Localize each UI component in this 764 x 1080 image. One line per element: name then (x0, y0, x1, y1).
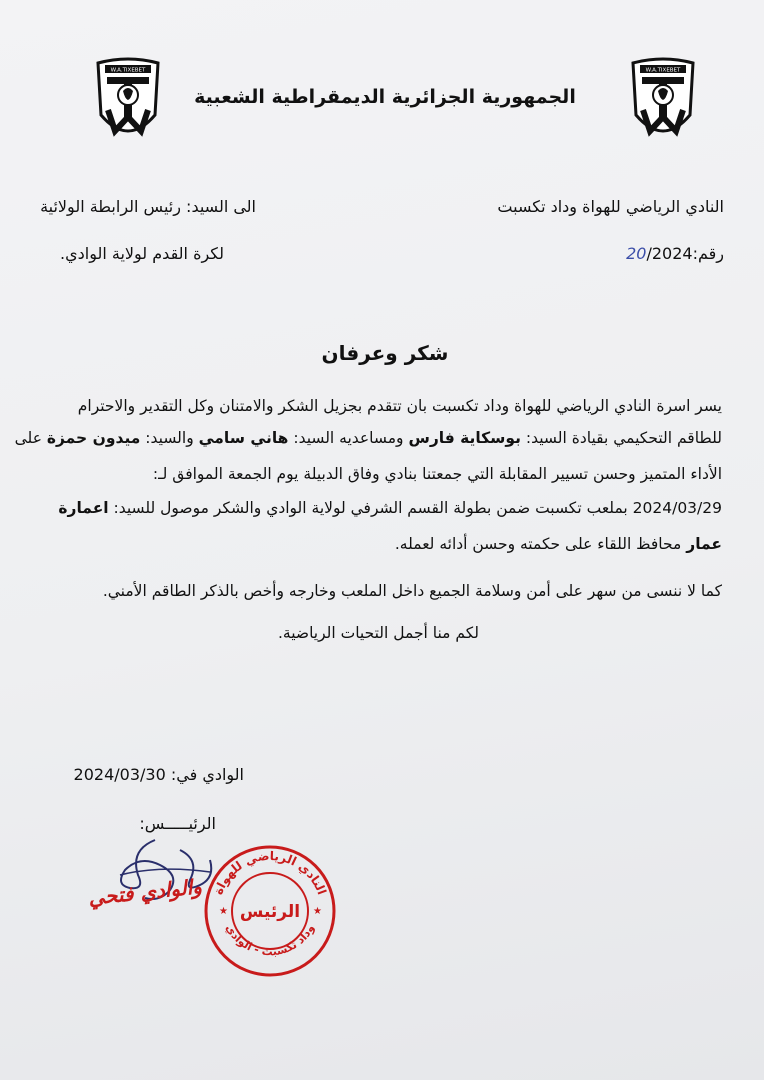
reference-number (626, 244, 724, 263)
place-and-date: الوادي في: 2024/03/30 (73, 765, 244, 784)
reference-label: رقم: (692, 244, 724, 263)
recipient-line-1: الى السيد: رئيس الرابطة الولائية (40, 197, 256, 216)
commissioner-name: اعمارة (58, 499, 109, 517)
commissioner-name: عمار (686, 535, 722, 553)
sender-club-name: النادي الرياضي للهواة وداد تكسبت (497, 197, 724, 216)
assistant-name: هاني سامي (198, 429, 289, 447)
body-text: 2024/03/29 بملعب تكسبت ضمن بطولة القسم الشرفي لولاية الوادي والشكر موصول للسيد: (108, 499, 722, 517)
svg-text:W.A.TIXEBET: W.A.TIXEBET (110, 67, 146, 74)
body-text: والسيد: (140, 429, 199, 447)
reference-handwritten-number: 20 (626, 244, 647, 263)
body-paragraph-line (15, 429, 722, 447)
recipient-line-2: لكرة القدم لولاية الوادي. (60, 244, 224, 263)
closing-greeting: لكم منا أجمل التحيات الرياضية. (278, 624, 479, 642)
signer-name: والوادي فتحي (87, 874, 203, 910)
body-paragraph-line: الأداء المتميز وحسن تسيير المقابلة التي جمعتنا بنادي وفاق الدبيلة يوم الجمعة الموافق لـ: (152, 465, 722, 483)
letter-subject: شكر وعرفان (321, 341, 449, 365)
president-label: الرئيـــــس: (139, 814, 216, 833)
svg-text:الرئيس: الرئيس (239, 902, 301, 922)
svg-text:وداد تكسبت - الوادي: وداد تكسبت - الوادي (222, 922, 317, 959)
svg-text:★: ★ (219, 906, 228, 917)
referee-name: بوسكاية فارس (408, 429, 521, 447)
svg-text:النادي الرياضي للهواة: النادي الرياضي للهواة (211, 848, 329, 897)
republic-heading: الجمهورية الجزائرية الديمقراطية الشعبية (194, 86, 576, 108)
svg-text:W.A.TIXEBET: W.A.TIXEBET (645, 67, 681, 74)
svg-text:★: ★ (313, 906, 322, 917)
body-paragraph-line (395, 535, 722, 553)
body-text: على (14, 429, 47, 447)
body-text: ومساعديه السيد: (288, 429, 409, 447)
body-paragraph-line: يسر اسرة النادي الرياضي للهواة وداد تكسبت بان تتقدم بجزيل الشكر والامتنان وكل التقدير والاحترام (77, 397, 722, 415)
body-text: محافظ اللقاء على حكمته وحسن أدائه لعمله. (394, 535, 687, 553)
reference-year: /2024 (646, 244, 693, 263)
official-stamp (201, 842, 339, 980)
club-crest-icon (628, 55, 698, 143)
body-text: للطاقم التحكيمي بقيادة السيد: (520, 429, 722, 447)
body-paragraph-line (58, 499, 722, 517)
body-paragraph-line: كما لا ننسى من سهر على أمن وسلامة الجميع داخل الملعب وخارجه وأخص بالذكر الطاقم الأمني. (102, 582, 722, 600)
assistant-name: ميدون حمزة (46, 429, 141, 447)
